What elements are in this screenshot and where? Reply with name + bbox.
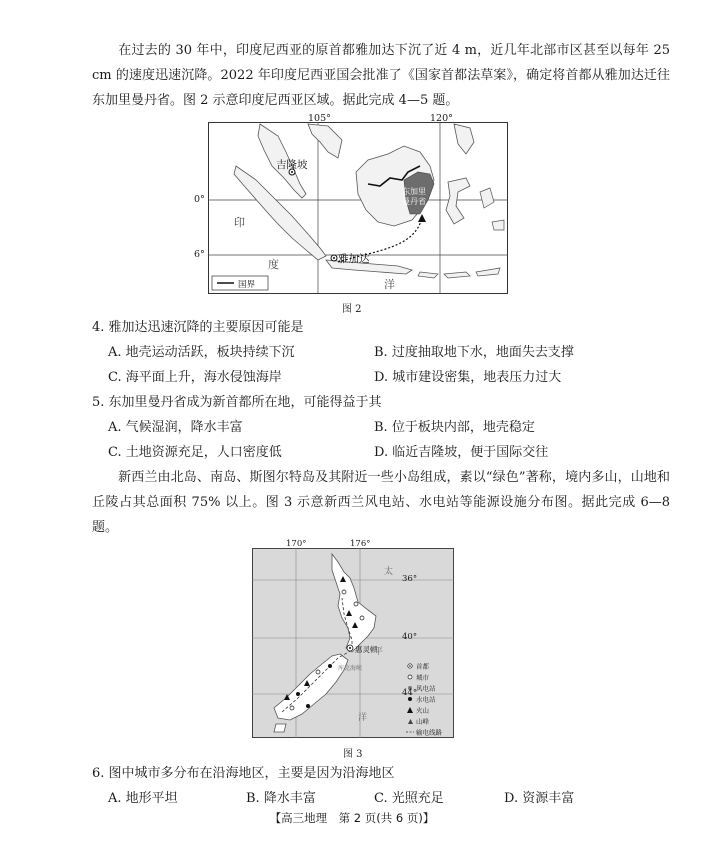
fig3-ocean-3: 洋 [358, 713, 368, 723]
q6-option-b: B. 降水丰富 [246, 791, 316, 806]
fig3-lon-label-2: 176° [350, 539, 371, 549]
fig2-city-kl: 吉隆坡 [276, 159, 308, 171]
q6-option-a: A. 地形平坦 [108, 791, 178, 806]
q5-option-d: D. 临近吉隆坡，便于国际交往 [374, 445, 549, 460]
fig2-province-l1: 东加里 [402, 187, 426, 196]
fig3-lon-label-1: 170° [286, 539, 307, 549]
q4-option-c: C. 海平面上升，海水侵蚀海岸 [108, 370, 282, 385]
intro-paragraph-2: 新西兰由北岛、南岛、斯图尔特岛及其附近一些小岛组成，素以“绿色”著称，境内多山，山地和丘陵占其总面积 75% 以上。图 3 示意新西兰风电站、水电站等能源设施分布图。据此完成 6—8 题。 [92, 470, 670, 535]
figure-2-caption: 图 2 [342, 304, 362, 315]
fig3-legend-volcano: 火山 [416, 706, 429, 715]
q5-option-c: C. 土地资源充足，人口密度低 [108, 445, 282, 460]
fig2-legend-border: 国界 [238, 280, 256, 290]
q6-option-d: D. 资源丰富 [504, 791, 575, 806]
fig3-legend-line: 输电线路 [416, 728, 442, 737]
fig2-lon-label-2: 120° [430, 113, 453, 124]
q6-option-c: C. 光照充足 [374, 791, 444, 806]
fig2-ocean-1: 印 [234, 216, 245, 229]
fig2-lon-label-1: 105° [308, 113, 331, 124]
fig3-ocean-1: 太 [384, 567, 394, 577]
fig3-legend-wind: 风电站 [416, 684, 436, 693]
fig3-ocean-2: 平 [374, 647, 384, 657]
fig3-lat-label-2: 40° [402, 632, 418, 642]
q4-option-d: D. 城市建设密集，地表压力过大 [374, 370, 562, 385]
question-5-stem: 5. 东加里曼丹省成为新首都所在地，可能得益于其 [92, 395, 382, 410]
fig3-legend-peak: 山峰 [416, 717, 429, 726]
figure-3-caption: 图 3 [343, 749, 363, 760]
fig3-capital: 惠灵顿 [355, 645, 378, 654]
fig3-strait: 库克海峡 [338, 665, 363, 672]
q5-option-b: B. 位于板块内部，地壳稳定 [374, 420, 535, 435]
q5-option-a: A. 气候湿润，降水丰富 [108, 420, 243, 435]
fig3-legend-city: 城市 [416, 673, 429, 682]
question-6-stem: 6. 图中城市多分布在沿海地区，主要是因为沿海地区 [92, 766, 395, 781]
fig3-lat-label-3: 44° [402, 688, 418, 698]
figure-2-map [194, 113, 508, 298]
q4-option-b: B. 过度抽取地下水，地面失去支撑 [374, 345, 574, 360]
fig2-city-jakarta: 雅加达 [338, 253, 370, 265]
fig2-province-l2: 曼丹省 [402, 197, 426, 206]
fig2-ocean-3: 洋 [384, 278, 395, 291]
intro-paragraph-1: 在过去的 30 年中，印度尼西亚的原首都雅加达下沉了近 4 m，近几年北部市区甚至以每年 25 cm 的速度迅速沉降。2022 年印度尼西亚国会批准了《国家首都法草案》，确定将首都从雅加达迁往东加里曼丹省。图 2 示意印度尼西亚区域。据此完成 4—5 题。 [92, 43, 670, 108]
q4-option-a: A. 地壳运动活跃，板块持续下沉 [108, 345, 295, 360]
question-4-stem: 4. 雅加达迅速沉降的主要原因可能是 [92, 320, 304, 335]
figure-3-map [252, 539, 454, 742]
fig3-lat-label-1: 36° [402, 574, 418, 584]
fig3-legend-hydro: 水电站 [416, 695, 436, 704]
page-footer: 【高三地理 第 2 页(共 6 页)】 [269, 811, 435, 825]
fig2-ocean-2: 度 [268, 258, 279, 271]
fig2-lat-label-2: 6° [194, 249, 205, 260]
fig3-legend-capital: 首都 [416, 662, 429, 671]
fig2-lat-label-1: 0° [194, 194, 205, 205]
